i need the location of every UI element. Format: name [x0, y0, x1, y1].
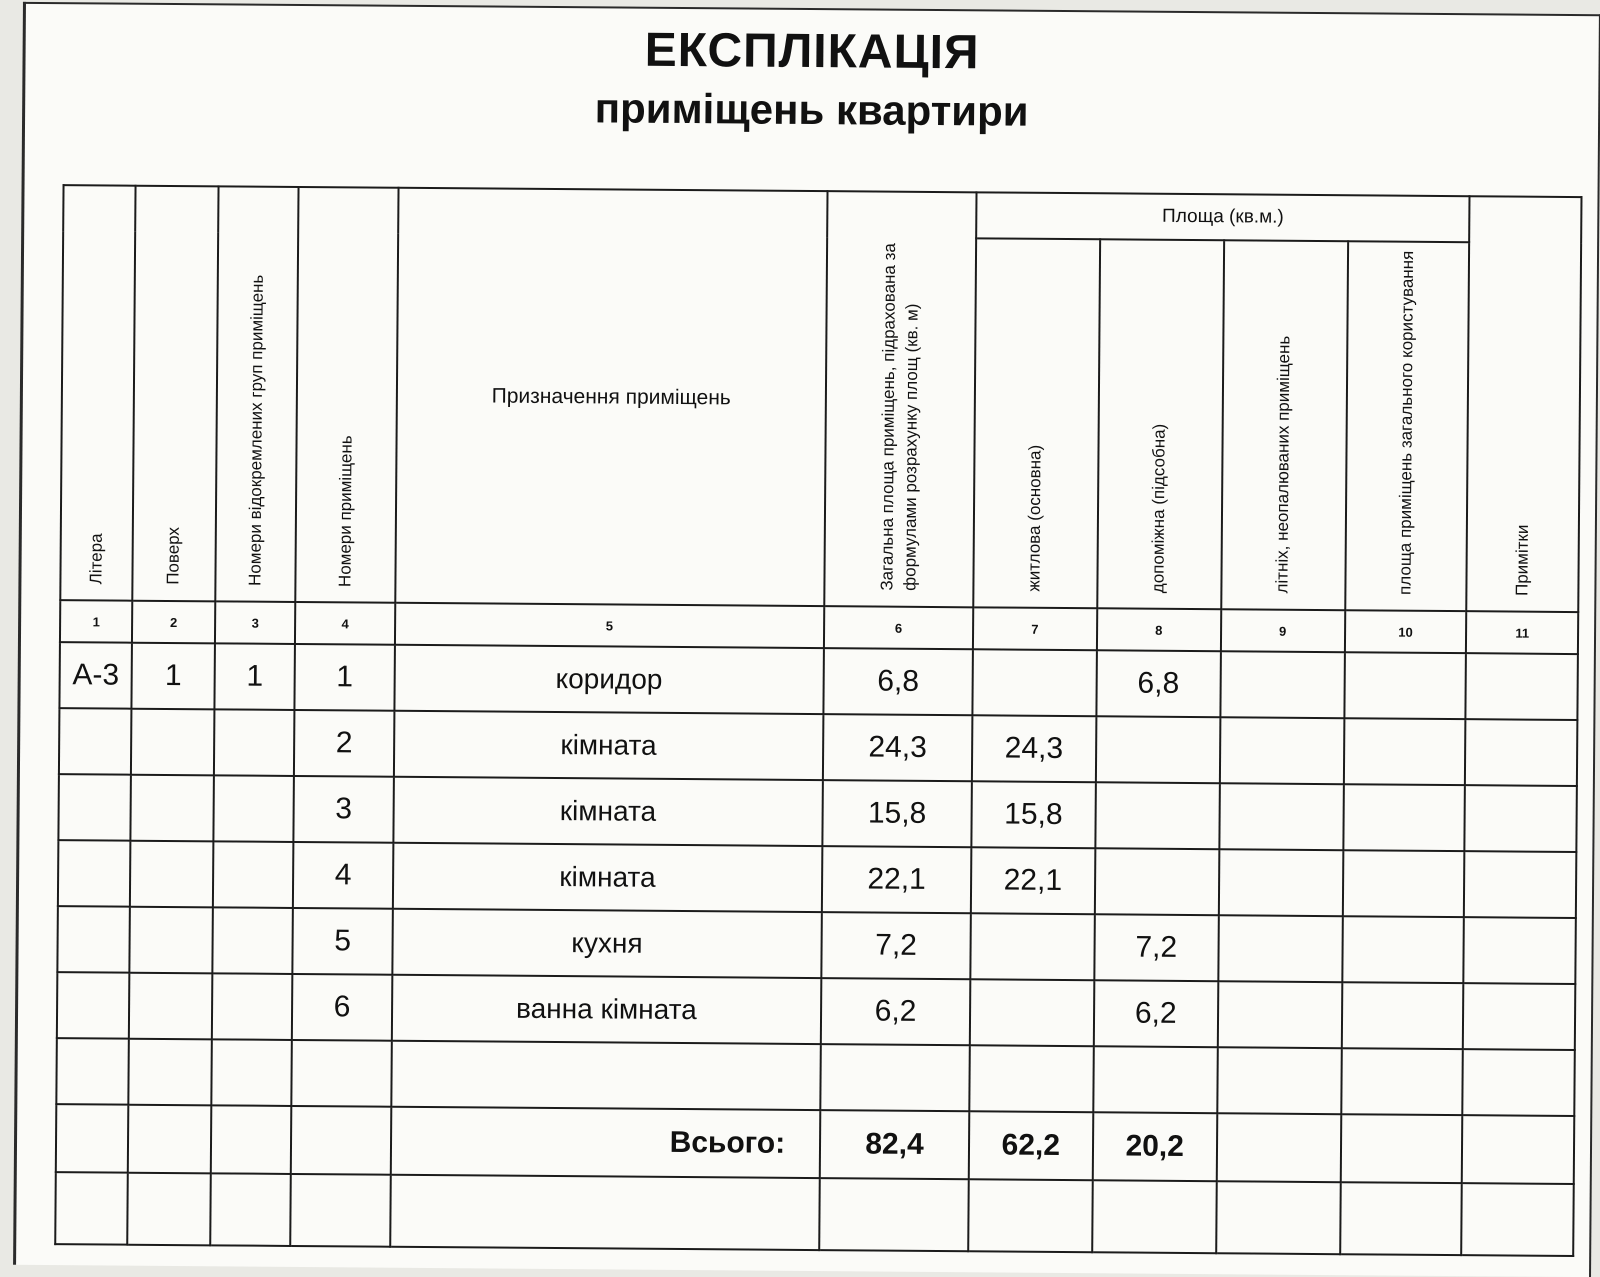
column-number: 3: [215, 602, 296, 645]
cell-common-area: [1343, 718, 1465, 785]
empty-row: [56, 1038, 1574, 1116]
header-auxiliary: допоміжна (підсобна): [1097, 239, 1224, 609]
cell-total-area: 6,8: [824, 648, 973, 715]
column-number: 1: [60, 600, 133, 643]
cell-room: 6: [292, 974, 392, 1041]
cell-notes: [1464, 851, 1576, 918]
cell-living-area: 22,1: [971, 848, 1095, 915]
totals-row: [56, 1104, 1574, 1184]
cell-notes: [1463, 983, 1575, 1050]
cell-living-area: [970, 914, 1094, 981]
cell-room: 1: [295, 644, 395, 711]
table-row: [57, 906, 1575, 984]
column-number: 7: [973, 608, 1097, 651]
cell-litera: [58, 840, 131, 907]
cell-litera: [57, 906, 130, 973]
totals-living-area: 62,2: [969, 1112, 1093, 1181]
cell-group: [214, 710, 295, 777]
header-group-numbers: Номери відокремлених груп приміщень: [215, 186, 299, 602]
cell-living-area: 24,3: [972, 716, 1096, 783]
totals-total-area: 82,4: [820, 1110, 969, 1179]
cell-auxiliary-area: 6,8: [1096, 650, 1220, 717]
column-number: 9: [1221, 609, 1345, 652]
cell-notes: [1464, 917, 1576, 984]
header-row-top: [63, 185, 1581, 243]
cell-group: 1: [214, 644, 295, 711]
cell-living-area: [970, 980, 1094, 1047]
cell-total-area: 22,1: [822, 846, 971, 913]
cell-purpose: кухня: [392, 909, 822, 978]
cell-common-area: [1341, 982, 1463, 1049]
table-row: [59, 708, 1577, 786]
cell-purpose: коридор: [394, 645, 824, 714]
header-notes: Примітки: [1467, 196, 1582, 612]
cell-auxiliary-area: 6,2: [1094, 980, 1218, 1047]
cell-living-area: 15,8: [971, 782, 1095, 849]
cell-purpose: ванна кімната: [391, 975, 821, 1044]
column-number: 2: [132, 601, 215, 644]
empty-row: [55, 1172, 1574, 1256]
column-number: 4: [295, 602, 394, 645]
cell-total-area: 6,2: [821, 978, 970, 1045]
cell-group: [212, 974, 293, 1041]
cell-group: [213, 842, 294, 909]
cell-notes: [1466, 653, 1578, 720]
cell-summer-area: [1217, 981, 1341, 1048]
cell-floor: [130, 907, 213, 974]
table-row: [58, 774, 1576, 852]
header-common: площа приміщень загального користування: [1345, 241, 1470, 611]
totals-label: Всього:: [390, 1107, 820, 1178]
document-title: ЕКСПЛІКАЦІЯ: [644, 23, 980, 80]
cell-total-area: 15,8: [823, 780, 972, 847]
column-number: 8: [1097, 608, 1221, 651]
header-area-group: Площа (кв.м.): [976, 192, 1470, 242]
cell-litera: [57, 972, 130, 1039]
explication-table: [54, 184, 1582, 1257]
totals-auxiliary-area: 20,2: [1092, 1112, 1216, 1181]
header-floor: Поверх: [133, 186, 219, 602]
column-number: 10: [1344, 610, 1466, 653]
cell-floor: [129, 973, 212, 1040]
cell-group: [213, 776, 294, 843]
table-row: [58, 840, 1576, 918]
cell-living-area: [972, 650, 1096, 717]
cell-purpose: кімната: [393, 777, 823, 846]
cell-total-area: 7,2: [821, 912, 970, 979]
cell-room: 4: [293, 842, 393, 909]
cell-auxiliary-area: 7,2: [1094, 914, 1218, 981]
cell-notes: [1465, 719, 1577, 786]
document-subtitle: приміщень квартири: [594, 84, 1029, 135]
cell-room: 5: [293, 908, 393, 975]
cell-total-area: 24,3: [823, 714, 972, 781]
cell-common-area: [1342, 850, 1464, 917]
column-number: 5: [395, 603, 825, 648]
column-number: 6: [824, 606, 973, 649]
cell-summer-area: [1218, 849, 1342, 916]
cell-summer-area: [1219, 783, 1343, 850]
header-room-numbers: Номери приміщень: [296, 187, 398, 603]
header-living: житлова (основна): [973, 238, 1100, 608]
cell-litera: А-3: [59, 642, 132, 709]
cell-room: 3: [294, 776, 394, 843]
cell-summer-area: [1220, 651, 1344, 718]
cell-floor: [131, 709, 214, 776]
cell-auxiliary-area: [1095, 782, 1219, 849]
cell-floor: 1: [132, 643, 215, 710]
cell-auxiliary-area: [1096, 716, 1220, 783]
cell-auxiliary-area: [1095, 848, 1219, 915]
cell-group: [212, 908, 293, 975]
cell-purpose: кімната: [393, 711, 823, 780]
cell-notes: [1465, 785, 1577, 852]
cell-purpose: кімната: [392, 843, 822, 912]
header-summer: літніх, неопалюваних приміщень: [1221, 240, 1348, 610]
header-total-area: Загальна площа приміщень, підрахована за формулами розрахунку площ (кв. м): [824, 191, 976, 607]
table-row: [59, 642, 1577, 720]
cell-summer-area: [1218, 915, 1342, 982]
cell-common-area: [1343, 784, 1465, 851]
cell-floor: [131, 775, 214, 842]
column-number: 11: [1466, 611, 1578, 654]
document-sheet: [13, 2, 1600, 1277]
cell-common-area: [1344, 652, 1466, 719]
cell-litera: [58, 774, 131, 841]
header-litera: Літера: [60, 185, 136, 601]
cell-room: 2: [294, 710, 394, 777]
header-purpose: Призначення приміщень: [395, 188, 828, 607]
cell-summer-area: [1220, 717, 1344, 784]
cell-floor: [130, 841, 213, 908]
cell-common-area: [1342, 916, 1464, 983]
cell-litera: [59, 708, 132, 775]
table-row: [57, 972, 1575, 1050]
